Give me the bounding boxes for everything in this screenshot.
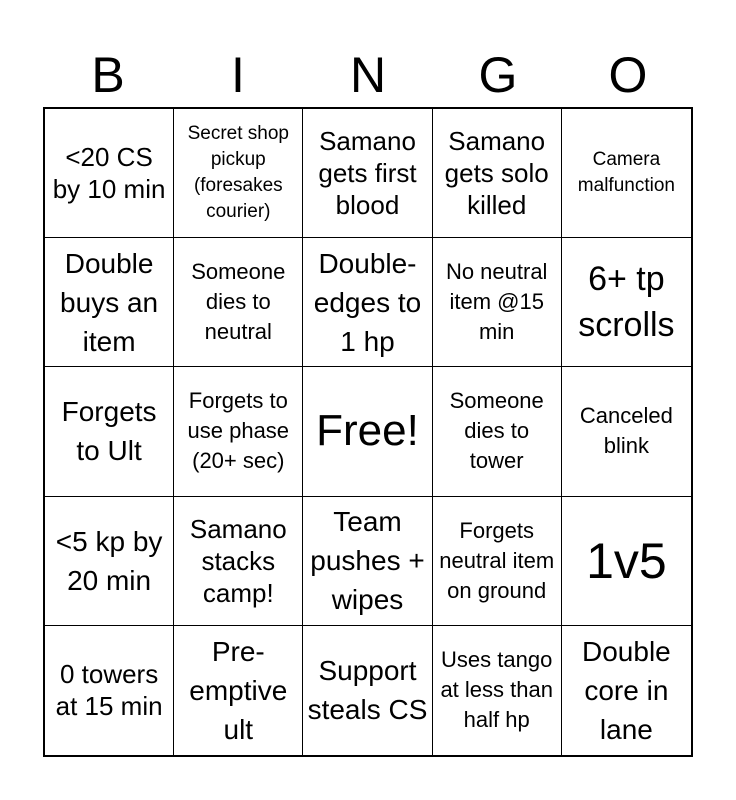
bingo-cell[interactable]: Uses tango at less than half hp [433,626,562,755]
bingo-cell[interactable]: Double buys an item [45,238,174,367]
bingo-header [43,42,693,108]
free-cell[interactable]: Free! [303,367,432,496]
bingo-cell[interactable]: Samano gets solo killed [433,109,562,238]
header-letter-i: I [231,47,245,103]
bingo-cell[interactable]: Team pushes + wipes [303,497,432,626]
bingo-cell[interactable]: Secret shop pickup (foresakes courier) [174,109,303,238]
bingo-cell[interactable]: 0 towers at 15 min [45,626,174,755]
bingo-cell[interactable]: 1v5 [562,497,691,626]
header-letter-o: O [608,47,648,103]
header-letter-g: G [478,47,518,103]
bingo-cell[interactable]: 6+ tp scrolls [562,238,691,367]
bingo-grid [43,107,693,757]
header-letter-n: N [349,47,387,103]
bingo-cell[interactable]: Someone dies to tower [433,367,562,496]
bingo-cell[interactable]: Someone dies to neutral [174,238,303,367]
bingo-cell[interactable]: Forgets to Ult [45,367,174,496]
bingo-cell[interactable]: Canceled blink [562,367,691,496]
bingo-cell[interactable]: Forgets to use phase (20+ sec) [174,367,303,496]
bingo-cell[interactable]: No neutral item @15 min [433,238,562,367]
bingo-cell[interactable]: Double-edges to 1 hp [303,238,432,367]
bingo-cell[interactable]: Samano stacks camp! [174,497,303,626]
bingo-cell[interactable]: <5 kp by 20 min [45,497,174,626]
bingo-cell[interactable]: Samano gets first blood [303,109,432,238]
bingo-cell[interactable]: Forgets neutral item on ground [433,497,562,626]
bingo-cell[interactable]: Camera malfunction [562,109,691,238]
bingo-cell[interactable]: Support steals CS [303,626,432,755]
bingo-cell[interactable]: Double core in lane [582,635,671,745]
header-letter-b: B [91,47,125,103]
bingo-cell[interactable]: <20 CS by 10 min [45,109,174,238]
bingo-cell[interactable]: Pre-emptive ult [174,626,303,755]
